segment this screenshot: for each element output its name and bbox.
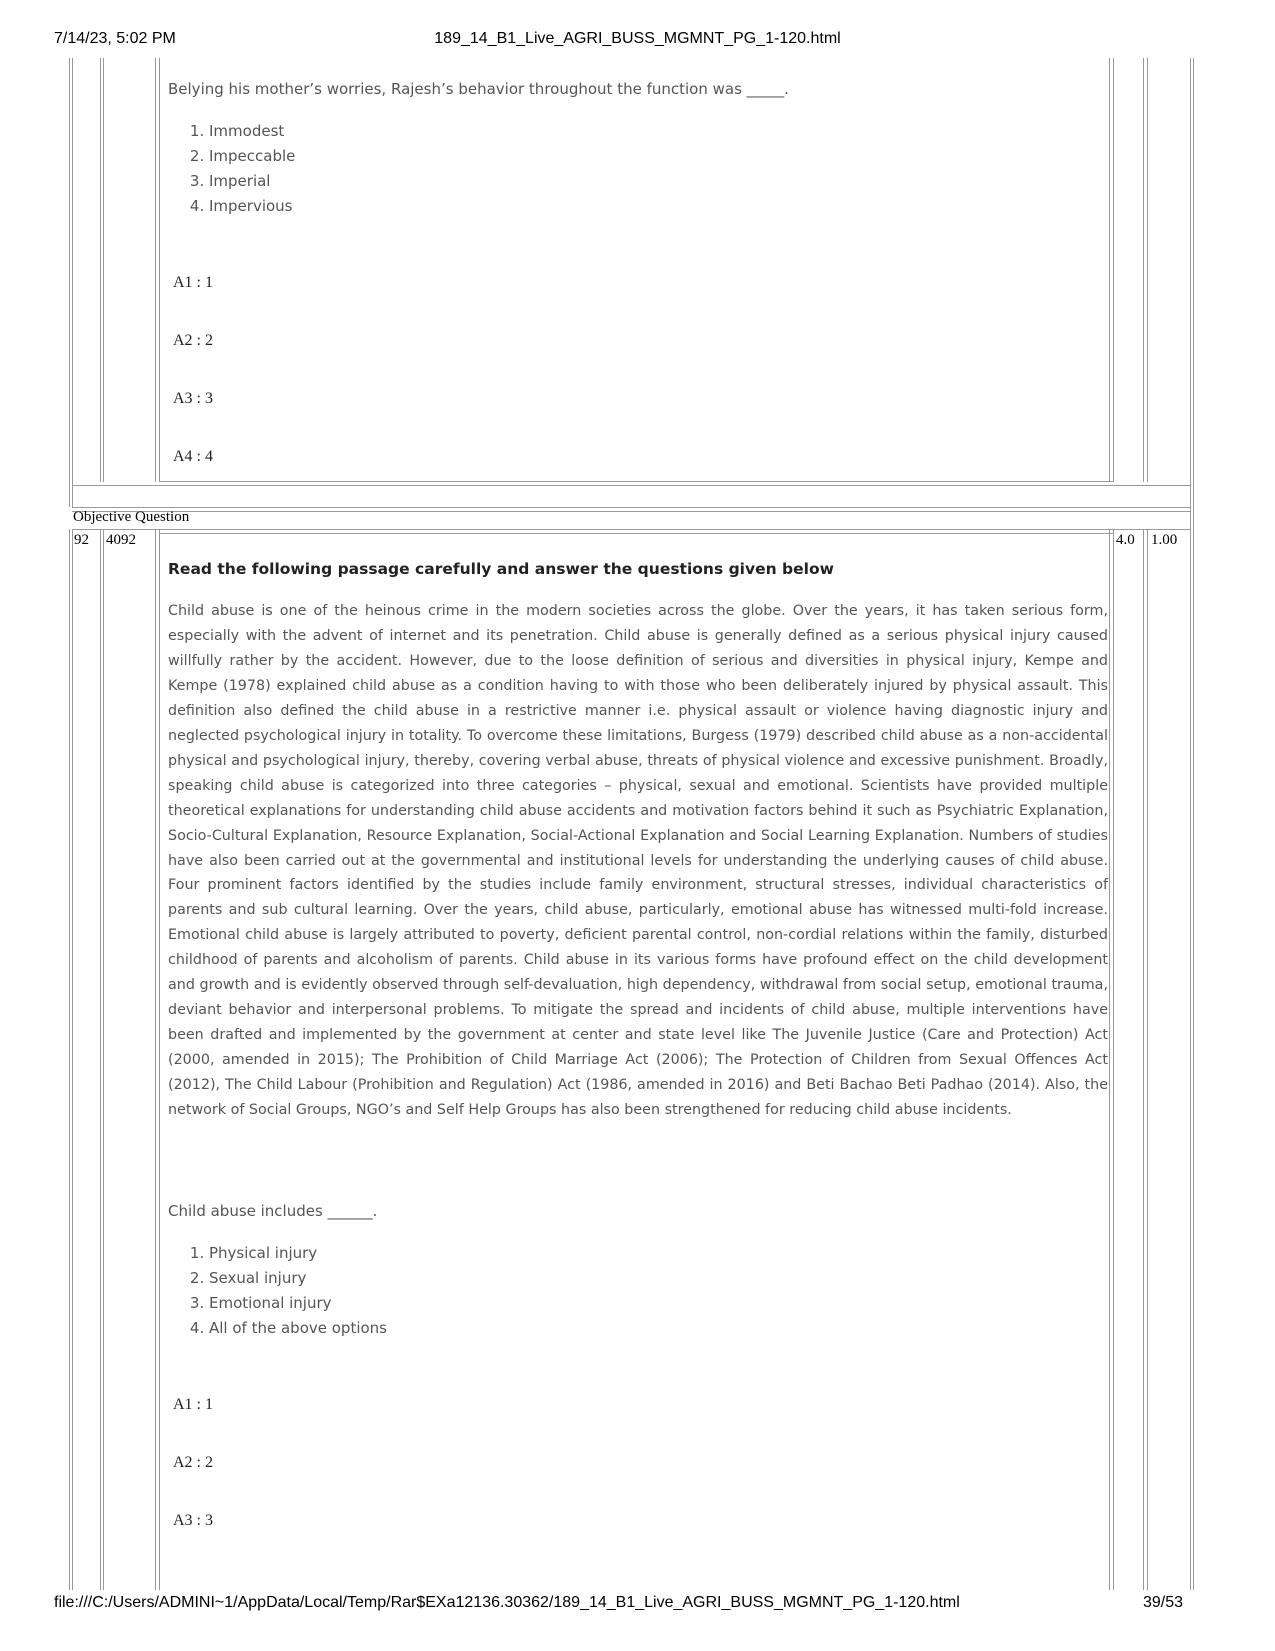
print-datetime: 7/14/23, 5:02 PM: [54, 30, 176, 47]
question-text: Child abuse includes ______.: [168, 1202, 378, 1220]
answer-option: A1 : 1: [173, 1396, 213, 1413]
print-page-number: 39/53: [1142, 1594, 1183, 1611]
option-item: 3. Emotional injury: [209, 1291, 387, 1316]
question-text: Belying his mother’s worries, Rajesh’s behavior throughout the function was _____.: [168, 80, 789, 98]
option-item: 2. Impeccable: [209, 144, 295, 169]
question-id: 4092: [106, 532, 136, 548]
option-item: 3. Imperial: [209, 169, 295, 194]
passage-title: Read the following passage carefully and answer the questions given below: [168, 560, 834, 578]
option-item: 1. Immodest: [209, 119, 295, 144]
section-label: Objective Question: [73, 509, 190, 525]
option-item: 4. All of the above options: [209, 1316, 387, 1341]
answer-option: A2 : 2: [173, 1454, 213, 1471]
print-file-path: file:///C:/Users/ADMINI~1/AppData/Local/Temp/Rar$EXa12136.30362/189_14_B1_Live_AGRI_BUSS_MGMNT_PG_1-120.html: [54, 1594, 960, 1611]
negative-marks-value: 1.00: [1151, 532, 1178, 548]
options-list: [168, 1241, 387, 1341]
answer-option: A3 : 3: [173, 390, 213, 407]
marks-value: 4.0: [1116, 532, 1135, 548]
answer-option: A1 : 1: [173, 274, 213, 291]
serial-number: 92: [74, 532, 89, 548]
answer-option: A4 : 4: [173, 448, 213, 465]
answer-option: A2 : 2: [173, 332, 213, 349]
answer-option: A3 : 3: [173, 1512, 213, 1529]
passage-text: Child abuse is one of the heinous crime in the modern societies across the globe. Over the years, it has taken serious form, especially with the advent of internet and its penetration. Child abuse is generally defined as a serious physical injury caused willfully rather by the accident. However, due to the loose definition of serious and diversities in physical injury, Kempe and Kempe (1978) explained child abuse as a condition having to with those who been deliberately injured by physical assault. This definition also defined the child abuse in a restrictive manner i.e. physical assault or violence having diagnostic injury and neglected psychological injury in totality. To overcome these limitations, Burgess (1979) described child abuse as a non-accidental physical and psychological injury, thereby, covering verbal abuse, threats of physical violence and excessive punishment. Broadly, speaking child abuse is categorized into three categories – physical, sexual and emotional. Scientists have provided multiple theoretical explanations for understanding child abuse accidents and motivation factors behind it such as Psychiatric Explanation, Socio-Cultural Explanation, Resource Explanation, Social-Actional Explanation and Social Learning Explanation. Numbers of studies have also been carried out at the governmental and institutional levels for understanding the underlying causes of child abuse. Four prominent factors identified by the studies include family environment, structural stresses, individual characteristics of parents and sub cultural learning. Over the years, child abuse, particularly, emotional abuse has witnessed multi-fold increase. Emotional child abuse is largely attributed to poverty, deficient parental control, non-cordial relations within the family, disturbed childhood of parents and alcoholism of parents. Child abuse in its various forms have profound effect on the child development and growth and is evidently observed through self-devaluation, high dependency, withdrawal from social setup, emotional trauma, deviant behavior and interpersonal problems. To mitigate the spread and incidents of child abuse, multiple interventions have been drafted and implemented by the government at center and state level like The Juvenile Justice (Care and Protection) Act (2000, amended in 2015); The Prohibition of Child Marriage Act (2006); The Protection of Children from Sexual Offences Act (2012), The Child Labour (Prohibition and Regulation) Act (1986, amended in 2016) and Beti Bachao Beti Padhao (2014). Also, the network of Social Groups, NGO’s and Self Help Groups has also been strengthened for reducing child abuse incidents.: [168, 603, 1108, 1119]
option-item: 1. Physical injury: [209, 1241, 387, 1266]
print-title: 189_14_B1_Live_AGRI_BUSS_MGMNT_PG_1-120.html: [434, 30, 841, 47]
option-item: 2. Sexual injury: [209, 1266, 387, 1291]
option-item: 4. Impervious: [209, 194, 295, 219]
options-list: [168, 119, 295, 219]
